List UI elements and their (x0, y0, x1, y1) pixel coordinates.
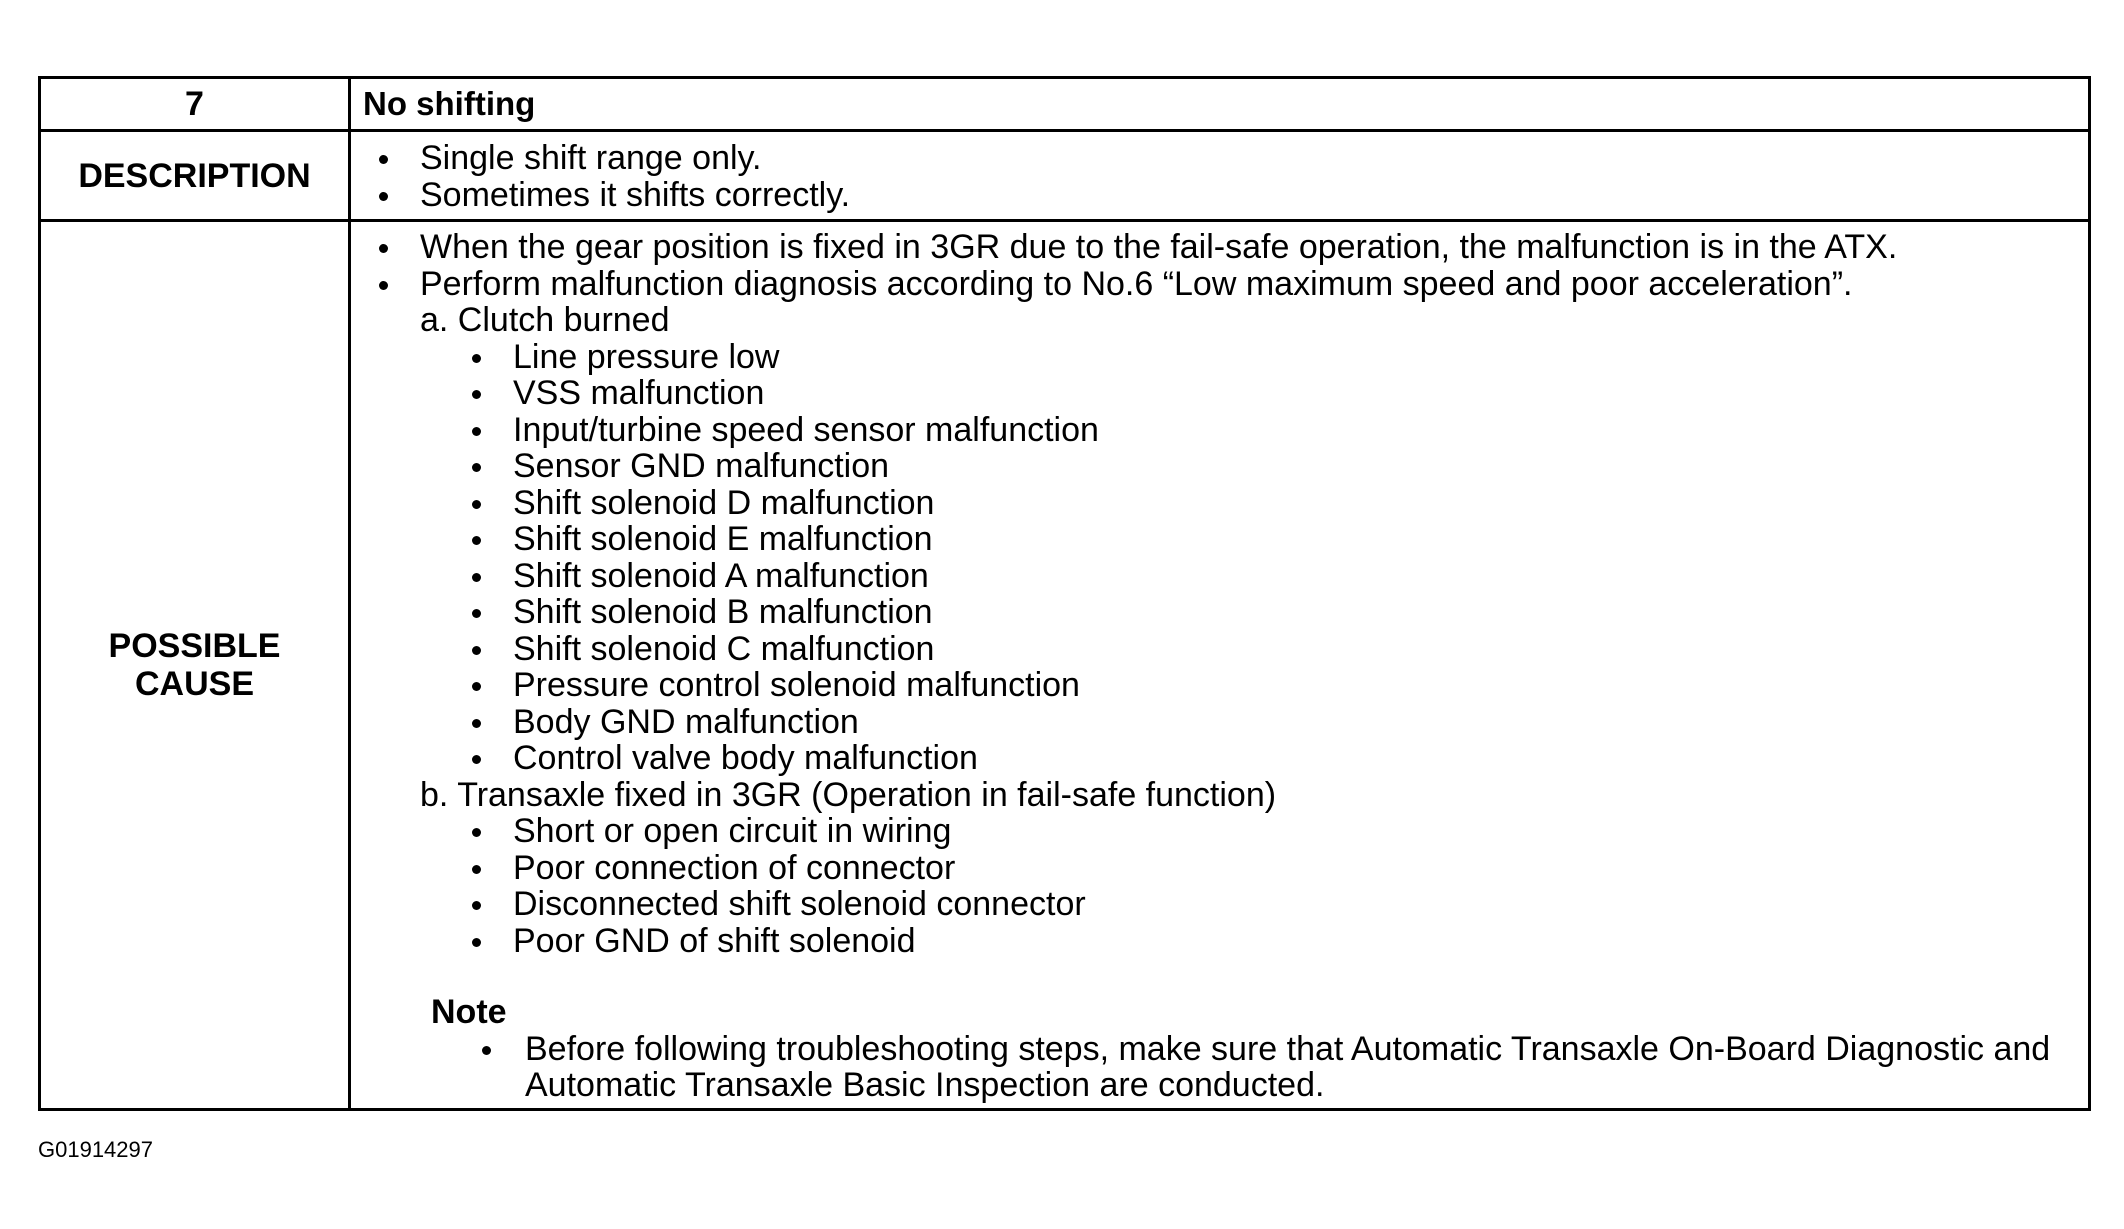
list-item: Body GND malfunction (351, 704, 2088, 741)
possible-cause-label-line1: POSSIBLE (108, 626, 281, 665)
list-item: Single shift range only. (351, 140, 2088, 177)
list-item: Input/turbine speed sensor malfunction (351, 412, 2088, 449)
list-item: Pressure control solenoid malfunction (351, 667, 2088, 704)
list-item: Poor connection of connector (351, 850, 2088, 887)
list-item: VSS malfunction (351, 375, 2088, 412)
group-a-list (351, 339, 2088, 777)
list-item: Sensor GND malfunction (351, 448, 2088, 485)
possible-cause-row (40, 221, 2090, 1110)
possible-cause-label-line2: CAUSE (134, 664, 255, 703)
list-item: Shift solenoid D malfunction (351, 485, 2088, 522)
group-a-heading: a. Clutch burned (420, 301, 670, 339)
list-item: Perform malfunction diagnosis according to No.6 “Low maximum speed and poor acceleration”. (351, 266, 2088, 303)
list-item: Shift solenoid B malfunction (351, 594, 2088, 631)
description-cell (350, 131, 2090, 221)
list-item: Poor GND of shift solenoid (351, 923, 2088, 960)
list-item: Shift solenoid A malfunction (351, 558, 2088, 595)
symptom-title: No shifting (350, 78, 2090, 131)
symptom-number: 7 (40, 78, 350, 131)
note-list (351, 1031, 2088, 1104)
group-b-list (351, 813, 2088, 959)
list-item: Line pressure low (351, 339, 2088, 376)
header-row (40, 78, 2090, 131)
description-row (40, 131, 2090, 221)
list-item: When the gear position is fixed in 3GR due to the fail-safe operation, the malfunction is in the ATX. (351, 229, 2088, 266)
note-text: Before following troubleshooting steps, make sure that Automatic Transaxle On-Board Diagnostic and Automatic Transaxle Basic Inspection are conducted. (351, 1031, 2088, 1104)
description-label: DESCRIPTION (40, 131, 350, 221)
troubleshooting-table (38, 76, 2091, 1111)
note-heading: Note (431, 993, 507, 1031)
list-item: Short or open circuit in wiring (351, 813, 2088, 850)
list-item: Control valve body malfunction (351, 740, 2088, 777)
list-item: Shift solenoid C malfunction (351, 631, 2088, 668)
cause-list (351, 229, 2088, 302)
list-item: Sometimes it shifts correctly. (351, 177, 2088, 214)
list-item: Shift solenoid E malfunction (351, 521, 2088, 558)
possible-cause-label (40, 221, 350, 1110)
group-b-heading: b. Transaxle fixed in 3GR (Operation in fail-safe function) (420, 775, 1277, 814)
figure-id: G01914297 (38, 1137, 153, 1162)
list-item: Disconnected shift solenoid connector (351, 886, 2088, 923)
possible-cause-cell (350, 221, 2090, 1110)
description-list (351, 140, 2088, 213)
